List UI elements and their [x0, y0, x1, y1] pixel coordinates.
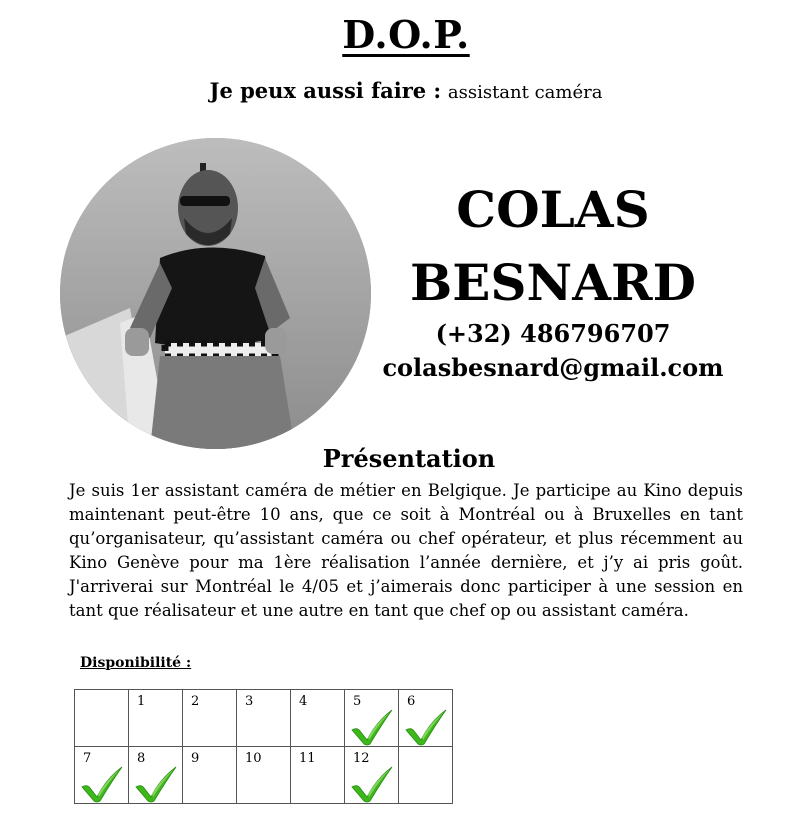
page-title: D.O.P. — [342, 12, 470, 57]
calendar-day-number: 9 — [191, 751, 200, 766]
calendar-day-cell — [183, 690, 237, 747]
presentation-text: Je suis 1er assistant caméra de métier en Belgique. Je participe au Kino depuis maintenant peut-être 10 ans, que ce soit à Montréal ou à Bruxelles en tant qu’organisateur, qu’assistant caméra ou chef opérateur, et plus récemment au Kino Genève pour ma 1ère réalisation l’année dernière, et j’y ai pris goût. J'arriverai sur Montréal le 4/05 et j’aimerais donc participer à une session en tant que réalisateur et une autre en tant que chef op ou assistant caméra. — [69, 481, 743, 620]
green-checkmark-icon — [348, 704, 394, 746]
calendar-day-cell — [237, 747, 291, 804]
calendar-day-cell — [399, 747, 453, 804]
calendar-row — [75, 690, 453, 747]
calendar-day-cell — [345, 690, 399, 747]
calendar-day-number: 5 — [353, 694, 362, 709]
calendar-day-number: 7 — [83, 751, 92, 766]
calendar-day-cell — [291, 690, 345, 747]
calendar-day-number: 10 — [245, 751, 262, 766]
calendar-day-number: 11 — [299, 751, 316, 766]
also-can-do-value: assistant caméra — [447, 82, 603, 103]
also-can-do-line — [0, 78, 800, 103]
calendar-day-number: 2 — [191, 694, 200, 709]
availability-calendar — [74, 689, 453, 804]
calendar-day-cell — [75, 690, 129, 747]
calendar-day-number: 1 — [137, 694, 146, 709]
calendar-day-cell — [129, 690, 183, 747]
green-checkmark-icon — [402, 704, 448, 746]
calendar-day-number: 8 — [137, 751, 146, 766]
last-name: BESNARD — [410, 253, 696, 312]
calendar-row — [75, 747, 453, 804]
green-checkmark-icon — [132, 761, 178, 803]
green-checkmark-icon — [78, 761, 124, 803]
calendar-day-cell — [345, 747, 399, 804]
calendar-day-number: 3 — [245, 694, 254, 709]
calendar-day-cell — [129, 747, 183, 804]
calendar-day-number: 6 — [407, 694, 416, 709]
calendar-day-cell — [399, 690, 453, 747]
calendar-day-cell — [237, 690, 291, 747]
calendar-day-number: 12 — [353, 751, 370, 766]
email-address: colasbesnard@gmail.com — [382, 353, 724, 382]
green-checkmark-icon — [348, 761, 394, 803]
calendar-day-cell — [291, 747, 345, 804]
calendar-day-cell — [75, 747, 129, 804]
also-can-do-label: Je peux aussi faire : — [209, 78, 442, 103]
calendar-day-number: 4 — [299, 694, 308, 709]
phone-number: (+32) 486796707 — [435, 319, 671, 348]
profile-photo — [60, 138, 371, 449]
presentation-heading: Présentation — [322, 444, 496, 473]
first-name: COLAS — [456, 180, 650, 239]
availability-label: Disponibilité : — [80, 655, 192, 671]
calendar-day-cell — [183, 747, 237, 804]
person-portrait-image — [60, 138, 371, 449]
